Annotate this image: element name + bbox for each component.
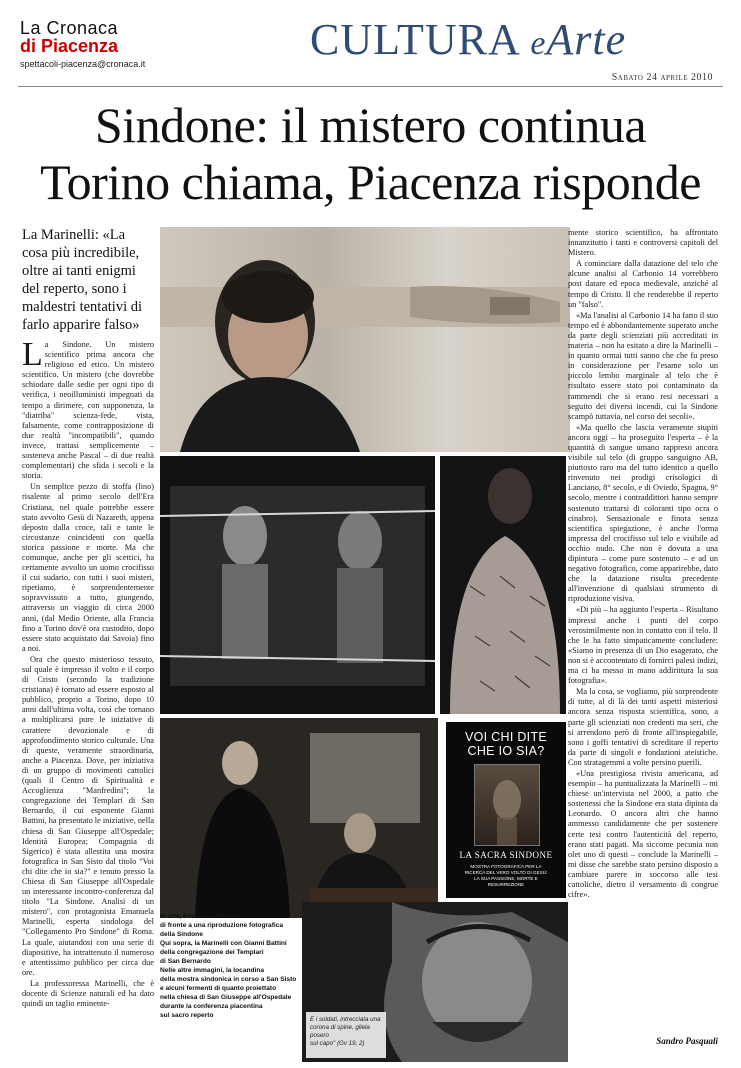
headline-line2: Torino chiama, Piacenza risponde [40, 154, 701, 210]
paragraph: «Ma l'analisi al Carbonio 14 ha fatto il suo tempo ed è abbondantemente superato anche da parte degli scienziati più accreditati in materia – non ha esitato a dire la Marinelli – in quanto ormai tutti sanno che che fu preso in considerazione per l'esame solo un piccolo lembo marginale al telo che è risultato essere stato poi contaminato da rammendi che si erano resi necessari a seguito dei diversi incendi, cui la Sindone scampò tuttavia, nel corso dei secoli». [568, 310, 718, 421]
caption-line: Nelle altre immagini, la locandina [160, 967, 265, 974]
author-signature: Sandro Pasquali [656, 1036, 718, 1046]
drop-cap: L [22, 336, 43, 373]
poster-face-illustration [475, 765, 539, 845]
section-title [310, 14, 626, 65]
masthead-name-line1: La Cronaca [20, 18, 119, 38]
issue-date: Sabato 24 aprile 2010 [611, 72, 713, 83]
paragraph: «Una prestigiosa rivista americana, ad esempio – ha puntualizzata la Marinelli – mi chiese un'intervista nel 2000, a patto che sostenessi che la Sindone era stata dipinta da Leonardo. O ancora altri che hanno ammesso candidamente che per sostenere certe tesi contro l'autenticità del reperto, erano stati pagati. Ma siccome pecunia non olet uno di questi – conclude la Marinelli – mi disse che sarebbe stato persino disposto a cambiare parere in soccorso alle tesi cattoliche, dietro il versamento di congrue cifre». [568, 768, 718, 900]
paragraph: a Sindone. Un mistero scientifico prima ancora che religioso ed etico. Un mistero scientifico. Un mistero (che dovrebbe schiodare dalle sedie per ogni tipo di verifica, i neoilluministi impegnati da tempo a dirimere, con supponenza, la "diatriba" scienza-fede, vista, falsamente, come contrapposizione di due realtà "incompatibili", quando invece, trattasi semplicemente – sosteneva anche Pascal – di due realtà complementari) che sfida i secoli e la storia. [22, 340, 154, 481]
header-rule [18, 86, 723, 87]
caption-line: della mostra sindonica in corso a San Sisto [160, 976, 297, 983]
caption-line: della congregazione dei Templari [160, 949, 264, 956]
scourged-body-illustration [440, 456, 566, 714]
article-column-left [22, 336, 155, 1009]
painting-crown-of-thorns [302, 902, 568, 1062]
paragraph: A cominciare dalla datazione del telo che alcune analisi al Carbonio 14 vorrebbero post datare ed epoca medievale, anziché al tempo di Cristo. Il che renderebbe il reperto un "falso". [568, 259, 718, 309]
section-title-e: e [530, 25, 547, 62]
poster-small-line: RESURREZIONE [487, 882, 525, 887]
paragraph: mente storico scientifico, ha affrontato innanzitutto i tanti e controversi capitoli del Mistero. [568, 228, 718, 258]
photo-caption [160, 912, 300, 1020]
paragraph: Ora che questo misterioso tessuto, sul quale è impresso il volto e il corpo di Cristo (secondo la tradizione cristiana) è tornato ad essere esposto al pubblico, proprio a Torino, dopo 10 anni dall'ultima volta, così che tornano a moltiplicarsi pure le iniziative di carattere devozionale e di approfondimento storico culturale. Una di queste, veramente straordinaria, anche a Piacenza. Dove, per iniziativa di un gruppo di movimenti cattolici (quali il Centro di Spiritualità e Accoglienza "Manfredini"; la congregazione dei Templari di San Bernardo, il cui esponente Gianni Battini, ha presentato le iniziative, nella chiesa di San Giuseppe all'Ospedale; Identità Europea; Compagnia di Sigerico) è stata allestita una mostra fotografica in San Sisto dal titolo "Voi chi dite che io sia?" e tenuto presso la Chiesa di San Giuseppe all'Ospedale un interessante incontro-conferenza dal titolo "La Sindone. Analisi di un mistero", con protagonista Emanuela Marinelli, esperta sindologa del "Collegamento Pro Sindone" di Roma. La quale, aiutandosi con una serie di diapositive, ha intrattenuto il numeroso e attentissimo pubblico per circa due ore. [22, 654, 155, 977]
photo-conference [160, 718, 438, 918]
poster-shroud-image [474, 764, 540, 846]
caption-line: durante la conferenza piacentina [160, 1003, 263, 1010]
caption-line: e alcuni fermenti di quanto proiettato [160, 985, 277, 992]
photo-shroud-negative [160, 456, 435, 714]
painting-quote-line: corona di spine, gliela posero [310, 1024, 370, 1039]
painting-quote-line: E i soldati, intrecciata una [310, 1016, 381, 1023]
caption-line: Qui sopra, la Marinelli con Gianni Battini [160, 940, 287, 947]
headline-line1: Sindone: il mistero continua [94, 97, 647, 153]
caption-line: nella chiesa di San Giuseppe all'Ospedale [160, 994, 292, 1001]
paragraph: La professoressa Marinelli, che è docente di Scienze naturali ed ha dato quindi un taglio eminente- [22, 978, 154, 1009]
poster-small-line: MOSTRA FOTOGRAFICA PER LA [470, 864, 542, 869]
photo-marinelli-illustration [160, 227, 570, 452]
poster-small-line: RICERCA DEL VERO VOLTO DI GESÙ: [464, 870, 548, 875]
article-column-right [568, 228, 718, 1036]
photo-marinelli-shroud [160, 227, 570, 452]
caption-line: di fronte a una riproduzione fotografica [160, 922, 284, 929]
photo-scourged-body [440, 456, 566, 714]
section-title-cultura: CULTURA [310, 15, 519, 64]
poster-title-line1: VOI CHI DITE [464, 730, 548, 744]
masthead-email[interactable]: spettacoli-piacenza@cronaca.it [20, 59, 146, 69]
poster-exhibition [446, 722, 566, 898]
paragraph: «Ma quello che lascia veramente stupiti ancora oggi – ha proseguito l'esperta – è la quantità di sangue umano rappreso ancora visibile sul telo (di gruppo sanguigno AB, piuttosto raro ma del tutto identico a quello rinvenuto nei prodigi crisologici di Lanciano, 8° secolo, e di Oviedo, Spagna, 9° secolo, mentre i contraddittori hanno sempre sostenuto trattarsi di coloranti tipo ocra o cinabro). Sensazionale e finora senza scientifica spiegazione, è anche l'orma impressa del crocifisso sul telo e visibile ad occhio nudo. Che non è dovuta a una dipintura – come pure sostenuto – e ad un negativo fotografico, come apparirebbe, dato che la datazione risulta precedente all'invenzione di qualsiasi strumento di riproduzione visiva. [568, 422, 718, 604]
poster-small-line: LA SUA PASSIONE, MORTE E [474, 876, 538, 881]
caption-line: di San Bernardo [160, 958, 211, 965]
poster-title-line2: CHE IO SIA? [467, 744, 545, 758]
poster-subtitle: LA SACRA SINDONE [459, 850, 553, 860]
paragraph: Ma la cosa, se vogliamo, più sorprendente di tutte, al di là dei tanti aspetti misteriosi ancora senza risposta scientifica, sono, a parte gli scienziati non credenti ma seri, che si arrendono però di fronte all'inspiegabile, sono i goffi tentativi di screditare il reperto da parte di singoli e fondazioni ateistiche. Con stratagemmi a volte persino puerili. [568, 687, 718, 767]
section-title-arte: Arte [546, 15, 627, 64]
shroud-negative-illustration [160, 456, 435, 714]
paragraph: «Di più – ha aggiunto l'esperta – Risultano impressi anche i punti del corpo verosimilmente non in contatto con il telo. Il che le ha fatto simpaticamente concludere: «Siamo in presenza di un Dio esagerato, che non si è accontentato di fornirci palesi indizi, ma ci ha messo in mano addirittura la sua fotografia». [568, 605, 718, 686]
caption-line: della Sindone [160, 931, 203, 938]
conference-illustration [160, 718, 438, 918]
masthead-name-line2: di Piacenza [20, 36, 119, 56]
painting-quote-line: sul capo" (Gv 19, 2) [310, 1040, 365, 1047]
caption-line: In alto, Emanuela Marinelli [160, 913, 243, 920]
standfirst: La Marinelli: «La cosa più incredibile, oltre ai tanti enigmi del reperto, sono i maldestri tentativi di farlo apparire falso» [22, 227, 143, 333]
paragraph: Un semplice pezzo di stoffa (lino) risalente al primo secolo dell'Era Cristiana, nel quale potrebbe essere stato avvolto Gesù di Nazareth, appena deposto dalla croce, tali e tante le circostanze coincidenti con quella storica passione e morte. Ma che comunque, anche per gli scettici, ha certamente avvolto un uomo crocifisso il cui sudario, con tutti i suoi misteri, ripetiamo, è sorprendentemente sopravvissuto a tutto, giungendo, attraverso un viaggio di circa 2000 anni, (dal Medio Oriente, alla Francia fino a Torino dov'è ora custodito, dopo essere stato acquistato dai Savoia) fino a noi. [22, 482, 154, 653]
caption-line: sul sacro reperto [160, 1012, 214, 1019]
